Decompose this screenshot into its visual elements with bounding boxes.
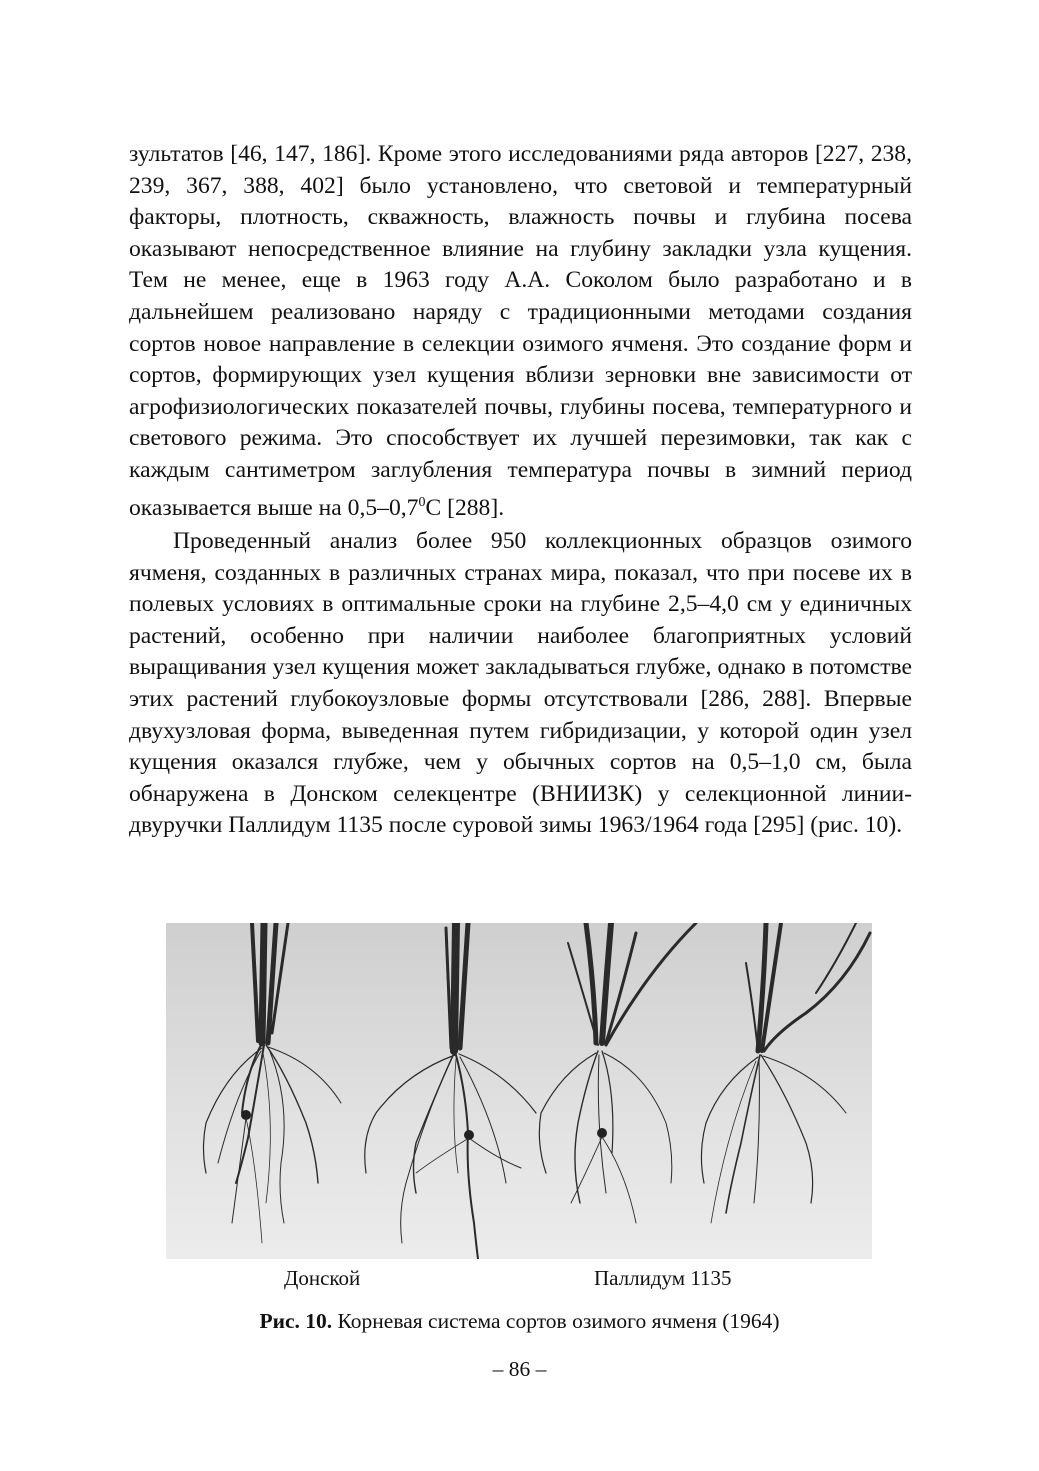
body-text (129, 139, 912, 842)
paragraph-1: зультатов [46, 147, 186]. Кроме этого исследованиями ряда авторов [227, 238, 239, 367, 388, 402] было установлено, что световой и температурный факторы, плотность, скважность, влажность почвы и глубина посева оказывают непосредственное влияние на глубину закладки узла кущения. Тем не менее, еще в 1963 году А.А. Соколом было разработано и в дальнейшем реализовано наряду с традиционными методами создания сортов новое направление в селекции озимого ячменя. Это создание форм и сортов, формирующих узел кущения вблизи зерновки вне зависимости от агрофизиологических показателей почвы, глубины посева, температурного и светового режима. Это способствует их лучшей перезимовки, так как с каждым сантиметром заглубления температура почвы в зимний период оказывается выше на $0,5-0,7^0С$ [288]. (129, 141, 912, 521)
figure-caption (0, 1309, 1039, 1334)
page-number: – 86 – (492, 1357, 547, 1381)
label-pallidum: Паллидум 1135 (594, 1266, 732, 1290)
degree-superscript: 0 (418, 494, 426, 510)
root-system-photo (166, 923, 872, 1259)
caption-number: Рис. 10. (259, 1309, 333, 1333)
paragraph-2: Проведенный анализ более 950 коллекционных образцов озимого ячменя, созданных в различных странах мира, показал, что при посеве их в полевых условиях в оптимальные сроки на глубине 2,5–4,0 см у единичных растений, особенно при наличии наиболее благоприятных условий выращивания узел кущения может закладываться глубже, однако в потомстве этих растений глубокоузловые формы отсутствовали [286, 288]. Впервые двухузловая форма, выведенная путем гибридизации, у которой один узел кущения оказался глубже, чем у обычных сортов на 0,5–1,0 см, была обнаружена в Донском селекцентре (ВНИИЗК) у селекционной линии-двуручки Паллидум 1135 после суровой зимы 1963/1964 года [295] (рис. 10). (129, 527, 912, 839)
label-donskoy: Донской (284, 1266, 361, 1290)
caption-text: Корневая система сортов озимого ячменя (1964) (332, 1309, 780, 1333)
